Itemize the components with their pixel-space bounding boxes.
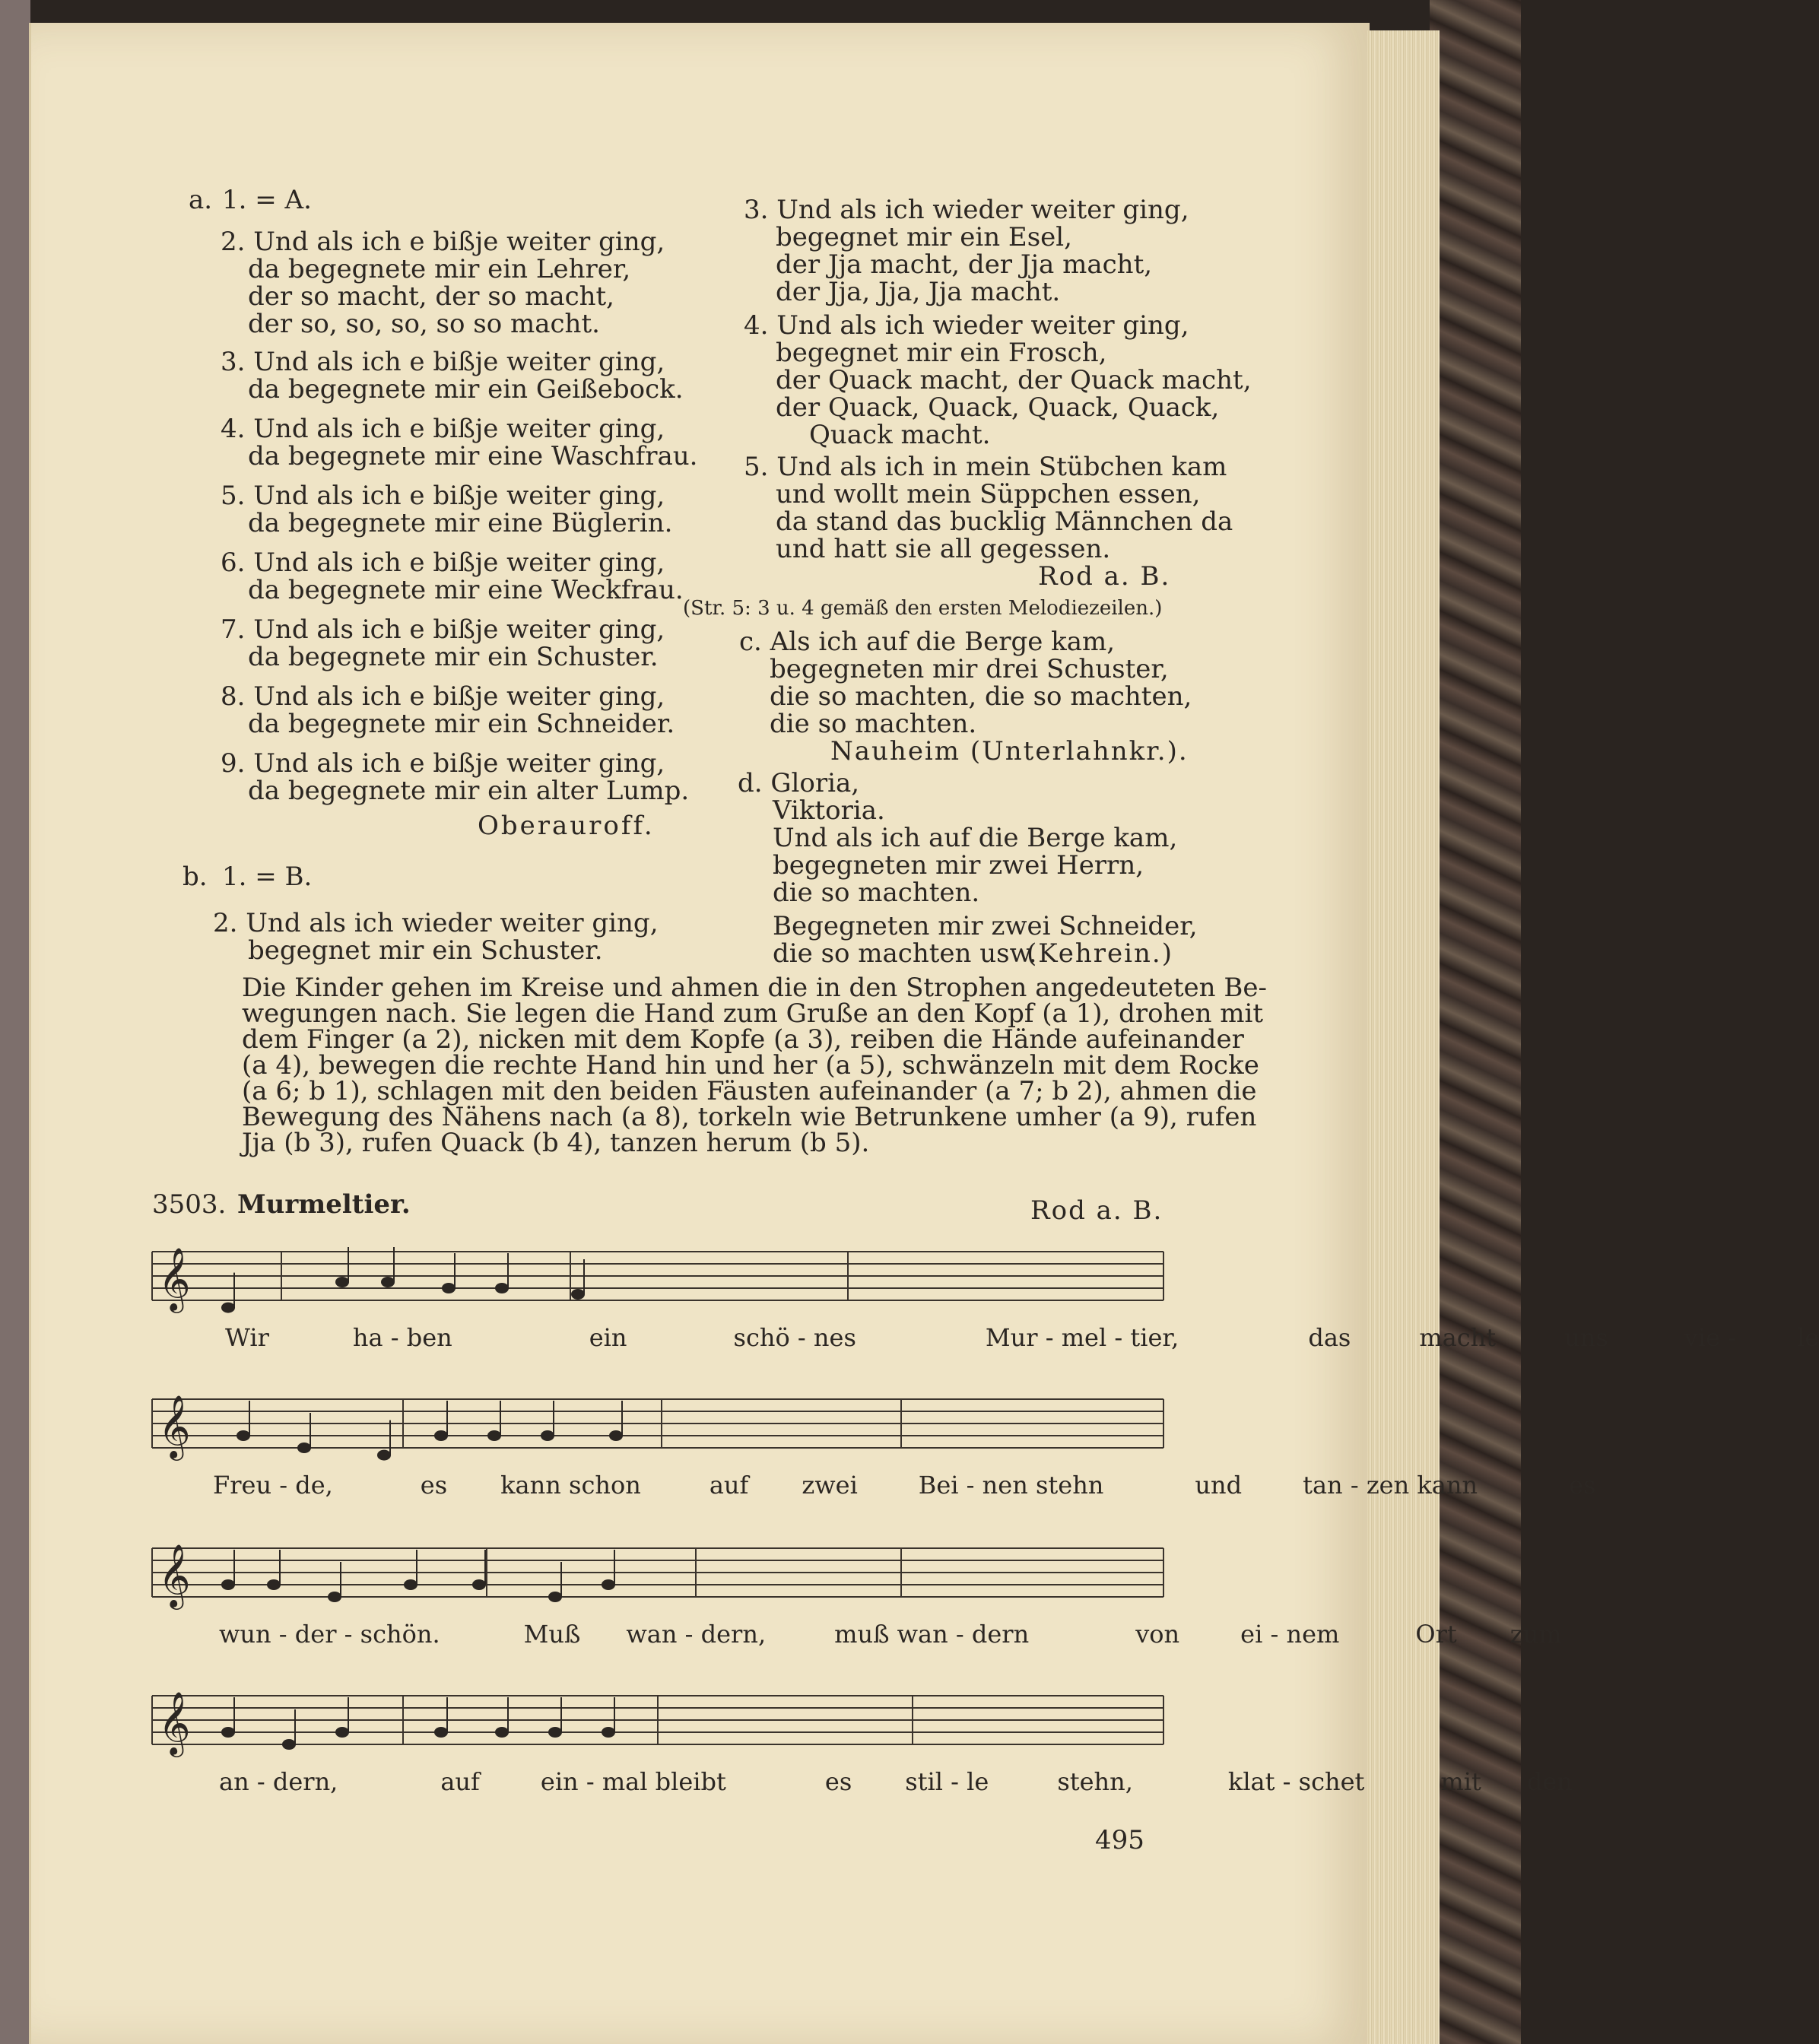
lyric-syllable: es	[420, 1471, 448, 1500]
lyric-syllable: schö - nes	[733, 1323, 856, 1352]
note-head	[487, 1430, 501, 1441]
stanza-line: da begegnete mir ein Geißebock.	[248, 374, 684, 405]
explanation-line: (a 4), bewegen die rechte Hand hin und her (a 5), schwänzeln mit dem Rocke	[242, 1050, 1259, 1081]
stanza-line: Und als ich e bißje weiter ging,	[253, 481, 665, 511]
music-staff-4	[152, 1688, 1163, 1757]
note-str5: (Str. 5: 3 u. 4 gemäß den ersten Melodiezeilen.)	[683, 597, 1163, 620]
note-head	[237, 1430, 250, 1441]
note-head	[377, 1450, 391, 1461]
note-head	[267, 1579, 281, 1590]
note-head	[404, 1579, 417, 1590]
explanation-line: dem Finger (a 2), nicken mit dem Kopfe (a 3), reiben die Hände aufeinander	[242, 1024, 1244, 1055]
source-nauheim: Nauheim (Unterlahnkr.).	[830, 736, 1189, 766]
stanza-line: Quack macht.	[809, 420, 991, 450]
stanza-number: 2.	[213, 908, 238, 938]
stanza-number: 4.	[221, 414, 246, 444]
stanza-line: der Quack, Quack, Quack, Quack,	[776, 392, 1220, 423]
lyric-syllable: wun - der - schön.	[219, 1620, 440, 1649]
lyric-syllable: ei - nem	[1240, 1620, 1340, 1649]
stanza-a5	[221, 482, 672, 537]
lyrics-line-2	[213, 1471, 1595, 1500]
stanza-line: Und als ich wieder weiter ging,	[776, 195, 1189, 225]
stanza-number: 5.	[221, 481, 246, 511]
explanation-line: Bewegung des Nähens nach (a 8), torkeln wie Betrunkene umher (a 9), rufen	[242, 1102, 1257, 1132]
treble-clef-icon: 𝄞	[158, 1690, 191, 1754]
lyric-syllable: an - dern,	[219, 1767, 338, 1796]
stanza-line: Und als ich e bißje weiter ging,	[253, 681, 665, 712]
lyric-syllable: wan - dern,	[626, 1620, 767, 1649]
stanza-a6	[221, 549, 684, 604]
stanza-number: 2.	[221, 227, 246, 257]
lyric-syllable: Ort	[1415, 1620, 1457, 1649]
stanza-line: Und als ich e bißje weiter ging,	[253, 548, 665, 578]
note-head	[541, 1430, 554, 1441]
section-line: begegneten mir zwei Herrn,	[773, 850, 1144, 881]
stanza-b3	[744, 196, 1189, 306]
section-c	[739, 628, 1192, 738]
lyric-syllable: tan - zen kann	[1303, 1471, 1478, 1500]
explanation-line: (a 6; b 1), schlagen mit den beiden Fäusten aufeinander (a 7; b 2), ahmen die	[242, 1076, 1257, 1106]
stanza-number: 7.	[221, 614, 246, 645]
section-line: Als ich auf die Berge kam,	[770, 627, 1116, 657]
section-line: die so machten, die so machten,	[770, 681, 1192, 712]
lyric-syllable: den	[1526, 1767, 1573, 1796]
stanza-line: da begegnete mir ein alter Lump.	[248, 776, 690, 806]
lyric-syllable: auf	[440, 1767, 480, 1796]
stanza-line: Und als ich wieder weiter ging,	[776, 310, 1189, 341]
stanza-line: der Jja macht, der Jja macht,	[776, 249, 1153, 280]
explanation-line: wegungen nach. Sie legen die Hand zum Gruße an den Kopf (a 1), drohen mit	[242, 998, 1264, 1029]
stanza-line: da begegnete mir ein Lehrer,	[248, 254, 631, 284]
note-head	[495, 1727, 509, 1738]
stanza-line: Und als ich wieder weiter ging,	[246, 908, 659, 938]
section-line: die so machten.	[770, 709, 977, 739]
lyric-syllable: es	[1569, 1471, 1596, 1500]
lyric-syllable: es	[824, 1767, 852, 1796]
note-head	[548, 1727, 562, 1738]
lyric-syllable: Muß	[523, 1620, 581, 1649]
section-d	[738, 770, 1177, 906]
treble-clef-icon: 𝄞	[158, 1543, 191, 1607]
lyric-syllable: Mur - mel - tier,	[985, 1323, 1179, 1352]
stanza-line: und wollt mein Süppchen essen,	[776, 479, 1201, 509]
lyrics-line-1	[225, 1323, 1819, 1352]
note-head	[434, 1430, 448, 1441]
stanza-line: der so macht, der so macht,	[248, 281, 614, 312]
note-head	[442, 1283, 456, 1293]
treble-clef-icon: 𝄞	[158, 1246, 191, 1310]
music-staff-3	[152, 1541, 1163, 1609]
stanza-line: da stand das bucklig Männchen da	[776, 506, 1233, 537]
lyrics-line-3	[219, 1620, 1562, 1649]
stanza-number: 4.	[744, 310, 769, 341]
note-head	[282, 1739, 296, 1750]
stanza-line: begegnet mir ein Schuster.	[248, 935, 603, 966]
stanza-line: der Quack macht, der Quack macht,	[776, 365, 1252, 395]
stanza-line: Und als ich in mein Stübchen kam	[776, 452, 1227, 482]
stanza-a9	[221, 750, 689, 805]
page-edges	[1367, 30, 1440, 2044]
stanza-line: Und als ich e bißje weiter ging,	[253, 748, 665, 779]
note-head	[328, 1592, 341, 1602]
note-head	[495, 1283, 509, 1293]
lyric-syllable: ein - mal bleibt	[540, 1767, 726, 1796]
section-a-line1: 1. = A.	[222, 185, 312, 215]
song-source: Rod a. B.	[1030, 1195, 1163, 1226]
stanza-line: begegnet mir ein Frosch,	[776, 338, 1107, 368]
stanza-a4	[221, 415, 697, 470]
lyric-syllable: ein	[589, 1323, 627, 1352]
lyric-syllable: kann schon	[500, 1471, 641, 1500]
stanza-line: da begegnete mir ein Schuster.	[248, 642, 659, 672]
source-kehrein: (Kehrein.)	[1027, 938, 1173, 969]
lyrics-line-4	[219, 1767, 1573, 1796]
stanza-line: Und als ich e bißje weiter ging,	[253, 414, 665, 444]
note-head	[434, 1727, 448, 1738]
lyric-syllable: vie -	[1684, 1323, 1737, 1352]
note-head	[335, 1727, 349, 1738]
section-line: Gloria,	[770, 768, 860, 798]
lyric-syllable: mit	[1440, 1767, 1481, 1796]
song-title: Murmeltier.	[237, 1189, 411, 1220]
stanza-line: da begegnete mir ein Schneider.	[248, 709, 675, 739]
section-line: begegneten mir drei Schuster,	[770, 654, 1169, 684]
book-cover-marbled	[1430, 0, 1521, 2044]
lyric-syllable: stil - le	[905, 1767, 989, 1796]
explanation-paragraph	[242, 975, 1267, 1156]
stanza-number: 9.	[221, 748, 246, 779]
stanza-line: der so, so, so, so so macht.	[248, 309, 600, 339]
section-line: die so machten.	[773, 878, 980, 908]
stanza-line: da begegnete mir eine Waschfrau.	[248, 441, 698, 471]
section-label: d.	[738, 768, 763, 798]
lyric-syllable: und	[1195, 1471, 1243, 1500]
page-number: 495	[1095, 1825, 1144, 1855]
stanza-line: begegnet mir ein Esel,	[776, 222, 1072, 252]
music-staff-1	[152, 1244, 1163, 1312]
note-head	[602, 1579, 615, 1590]
stanza-line: und hatt sie all gegessen.	[776, 534, 1111, 564]
section-line: Viktoria.	[773, 795, 885, 826]
note-head	[609, 1430, 623, 1441]
explanation-line: Jja (b 3), rufen Quack (b 4), tanzen herum (b 5).	[242, 1128, 870, 1158]
note-head	[472, 1579, 486, 1590]
stanza-line: Und als ich e bißje weiter ging,	[253, 614, 665, 645]
note-head	[221, 1727, 235, 1738]
note-head	[221, 1303, 235, 1313]
treble-clef-icon: 𝄞	[158, 1394, 191, 1458]
stanza-a7	[221, 616, 665, 671]
lyric-syllable: le	[1797, 1323, 1819, 1352]
stanza-line: der Jja, Jja, Jja macht.	[776, 277, 1061, 307]
note-head	[297, 1443, 311, 1453]
lyric-syllable: zum	[1509, 1620, 1562, 1649]
stanza-line: Und als ich e bißje weiter ging,	[253, 347, 665, 377]
lyric-syllable: Bei - nen stehn	[918, 1471, 1104, 1500]
lyric-syllable: das	[1308, 1323, 1351, 1352]
music-staff-2	[152, 1392, 1163, 1460]
stanza-a8	[221, 683, 675, 738]
stanza-line: Und als ich e bißje weiter ging,	[253, 227, 665, 257]
source-rod: Rod a. B.	[1038, 561, 1171, 592]
stanza-b2	[213, 909, 659, 964]
stanza-number: 3.	[744, 195, 769, 225]
note-head	[548, 1592, 562, 1602]
source-oberauroff: Oberauroff.	[478, 811, 655, 841]
note-head	[381, 1277, 395, 1287]
section-b-line1: 1. = B.	[222, 862, 313, 892]
stanza-number: 8.	[221, 681, 246, 712]
note-head	[221, 1579, 235, 1590]
stanza-b4	[744, 312, 1252, 449]
section-b-label: b.	[183, 862, 208, 892]
lyric-syllable: uns	[1564, 1323, 1608, 1352]
stanza-line: da begegnete mir eine Büglerin.	[248, 508, 673, 538]
stanza-line: da begegnete mir eine Weckfrau.	[248, 575, 684, 605]
lyric-syllable: von	[1135, 1620, 1180, 1649]
note-head	[602, 1727, 615, 1738]
section-label: c.	[739, 627, 762, 657]
stanza-number: 3.	[221, 347, 246, 377]
book-cover-left	[0, 0, 30, 2044]
section-line: Und als ich auf die Berge kam,	[773, 823, 1178, 853]
stanza-a3	[221, 348, 684, 403]
lyric-syllable: auf	[709, 1471, 749, 1500]
note-head	[335, 1277, 349, 1287]
section-line: die so machten usw.	[773, 938, 1037, 969]
lyric-syllable: stehn,	[1057, 1767, 1133, 1796]
lyric-syllable: ha - ben	[352, 1323, 452, 1352]
stanza-a2	[221, 228, 665, 338]
stanza-b5	[744, 453, 1233, 563]
note-head	[571, 1289, 585, 1300]
lyric-syllable: Freu - de,	[213, 1471, 333, 1500]
lyric-syllable: Wir	[225, 1323, 269, 1352]
lyric-syllable: klat - schet	[1227, 1767, 1365, 1796]
lyric-syllable: zwei	[802, 1471, 858, 1500]
stanza-number: 5.	[744, 452, 769, 482]
explanation-line: Die Kinder gehen im Kreise und ahmen die in den Strophen angedeuteten Be-	[242, 973, 1267, 1003]
section-line: Begegneten mir zwei Schneider,	[773, 911, 1198, 941]
section-a-label: a.	[189, 185, 213, 215]
lyric-syllable: macht	[1419, 1323, 1497, 1352]
stanza-number: 6.	[221, 548, 246, 578]
lyric-syllable: muß wan - dern	[834, 1620, 1030, 1649]
song-number: 3503.	[152, 1189, 227, 1220]
